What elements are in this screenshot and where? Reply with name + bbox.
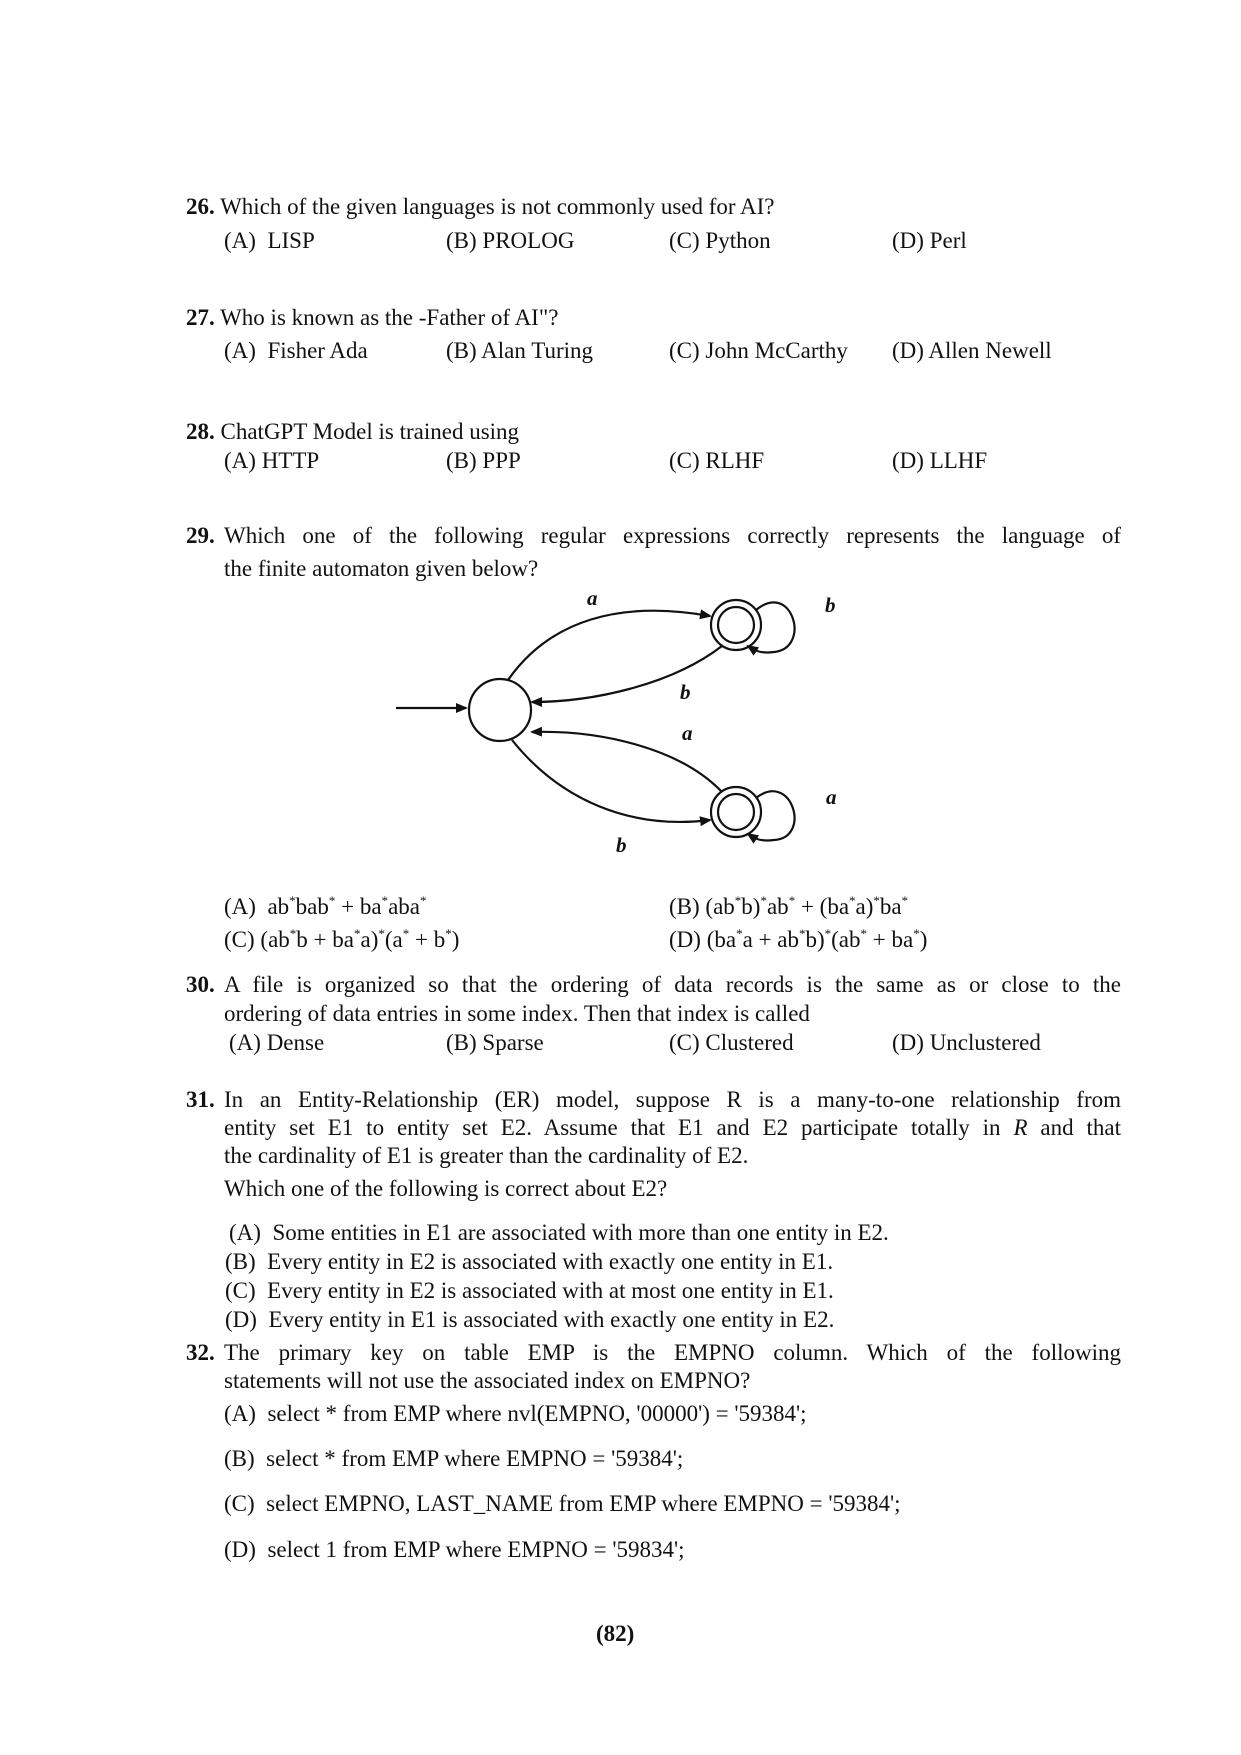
option-d: (D) LLHF xyxy=(892,448,988,473)
question-number: 28. xyxy=(186,419,215,444)
option-a: (A) HTTP xyxy=(224,448,320,473)
question-number: 32. xyxy=(186,1340,215,1365)
label-mid-b: b xyxy=(680,680,691,704)
option-d: (D) Perl xyxy=(892,228,967,253)
option-b: (B) Every entity in E2 is associated with exactly one entity in E1. xyxy=(225,1249,834,1274)
option-d: (D) Allen Newell xyxy=(892,338,1052,363)
label-mid-a: a xyxy=(682,721,693,745)
option-c: (C) Every entity in E2 is associated with at most one entity in E1. xyxy=(225,1278,834,1303)
question-text: 28. ChatGPT Model is trained using xyxy=(186,419,520,444)
option-c: (C) RLHF xyxy=(669,448,765,473)
edge-bottom-to-start-a xyxy=(532,732,722,792)
label-top-a: a xyxy=(587,586,598,610)
option-b: (B) (ab*b)*ab* + (ba*a)*ba* xyxy=(669,893,909,919)
option-d: (D) select 1 from EMP where EMPNO = '59834'; xyxy=(224,1537,685,1562)
page-number: (82) xyxy=(596,1621,635,1646)
question-number: 27. xyxy=(186,305,215,330)
question-number: 30. xyxy=(186,972,215,997)
question-text: 27. Who is known as the -Father of AI"? xyxy=(186,305,559,330)
question-line-4: Which one of the following is correct about E2? xyxy=(224,1176,668,1201)
self-loop-bottom-a xyxy=(748,791,794,840)
option-d: (D) Unclustered xyxy=(892,1030,1041,1055)
question-line-3: the cardinality of E1 is greater than the cardinality of E2. xyxy=(224,1143,749,1168)
option-b: (B) PPP xyxy=(446,448,521,473)
option-b: (B) Sparse xyxy=(446,1030,544,1055)
edge-start-to-top-a xyxy=(508,611,710,680)
option-d: (D) Every entity in E1 is associated with exactly one entity in E2. xyxy=(225,1307,835,1332)
question-number: 29. xyxy=(186,523,215,548)
question-line-1: In an Entity-Relationship (ER) model, suppose R is a many-to-one relationship from xyxy=(224,1087,1121,1112)
question-line-2: ordering of data entries in some index. Then that index is called xyxy=(224,1001,810,1026)
question-line-2: statements will not use the associated index on EMPNO? xyxy=(224,1368,751,1393)
option-a: (A) ab*bab* + ba*aba* xyxy=(224,893,427,919)
option-c: (C) select EMPNO, LAST_NAME from EMP where EMPNO = '59384'; xyxy=(224,1491,901,1516)
question-number: 26. xyxy=(186,194,215,219)
question-text: 26. Which of the given languages is not commonly used for AI? xyxy=(186,194,775,219)
option-c: (C) (ab*b + ba*a)*(a* + b*) xyxy=(224,926,460,952)
label-loop-b: b xyxy=(825,593,836,617)
question-number: 31. xyxy=(186,1087,215,1112)
label-bottom-b: b xyxy=(616,833,627,857)
edge-top-to-start-b xyxy=(532,646,722,702)
option-a: (A) select * from EMP where nvl(EMPNO, '00000') = '59384'; xyxy=(224,1401,807,1426)
option-c: (C) John McCarthy xyxy=(669,338,848,363)
question-line-2: entity set E1 to entity set E2. Assume that E1 and E2 participate totally in R and that xyxy=(224,1115,1122,1140)
option-a: (A) LISP xyxy=(224,228,315,253)
question-line-2: the finite automaton given below? xyxy=(224,556,539,581)
question-line-1: The primary key on table EMP is the EMPNO column. Which of the following xyxy=(224,1340,1121,1365)
option-d: (D) (ba*a + ab*b)*(ab* + ba*) xyxy=(669,926,928,952)
option-b: (B) PROLOG xyxy=(446,228,575,253)
option-a: (A) Some entities in E1 are associated with more than one entity in E2. xyxy=(229,1220,889,1245)
option-c: (C) Clustered xyxy=(669,1030,794,1055)
option-a: (A) Fisher Ada xyxy=(224,338,368,363)
option-c: (C) Python xyxy=(669,228,771,253)
option-a: (A) Dense xyxy=(229,1030,325,1055)
option-b: (B) Alan Turing xyxy=(446,338,593,363)
finite-automaton-diagram xyxy=(380,580,900,870)
start-state xyxy=(469,679,531,741)
question-line-1: A file is organized so that the ordering of data records is the same as or close to the xyxy=(224,972,1121,997)
edge-start-to-bottom-b xyxy=(512,740,710,822)
question-line-1: Which one of the following regular expressions correctly represents the language of xyxy=(224,523,1121,548)
option-b: (B) select * from EMP where EMPNO = '59384'; xyxy=(224,1446,684,1471)
label-loop-a: a xyxy=(826,785,837,809)
